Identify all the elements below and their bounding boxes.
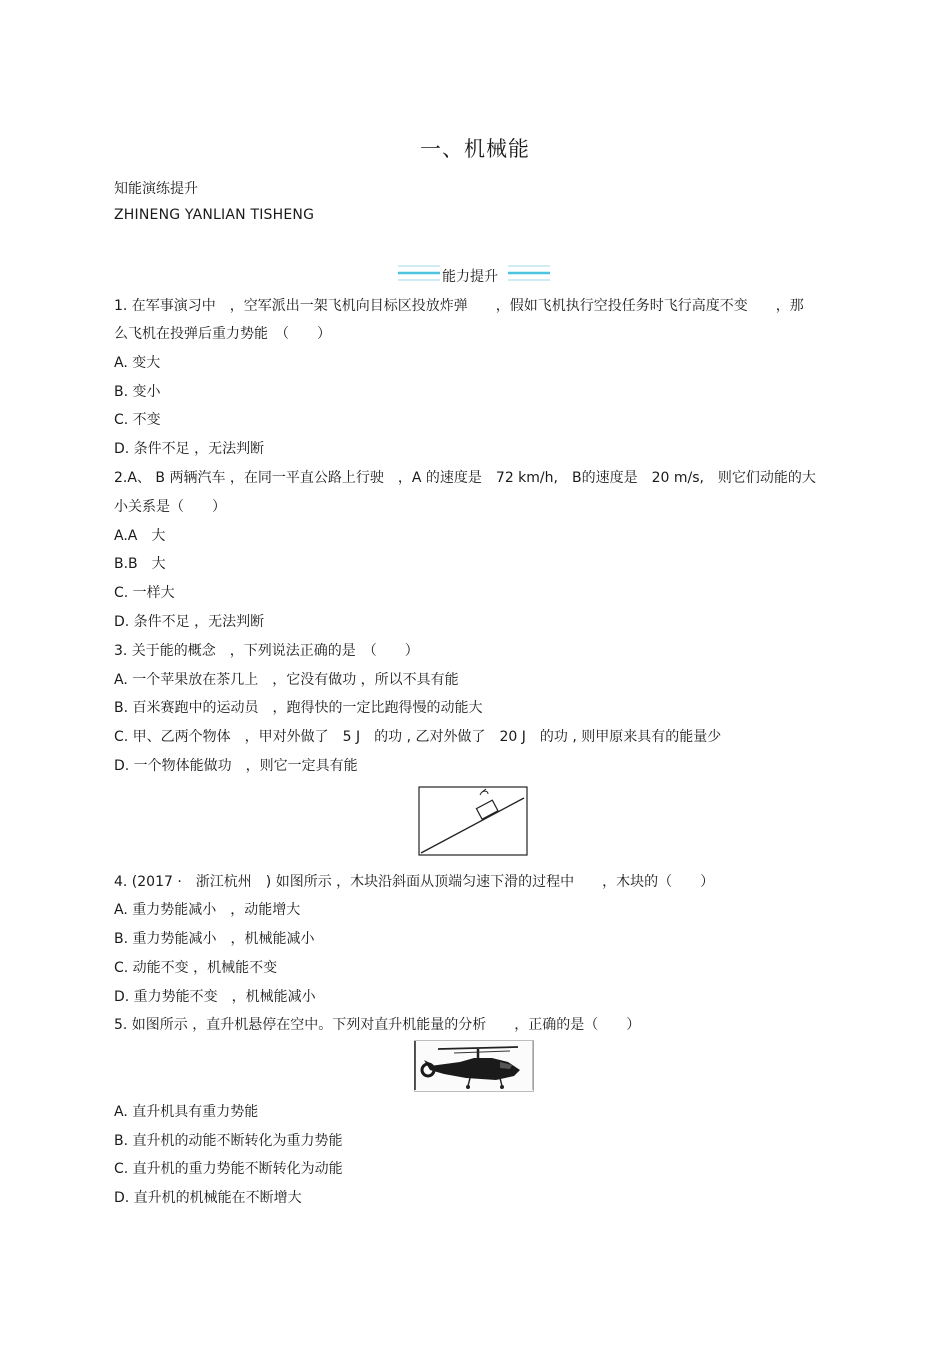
question-3-option-d: D. 一个物体能做功 ，则它一定具有能	[114, 758, 358, 774]
question-5-option-c: C. 直升机的重力势能不断转化为动能	[114, 1161, 343, 1177]
question-3-stem: 3. 关于能的概念 ，下列说法正确的是 （ ）	[114, 643, 419, 659]
section-title-pinyin: ZHINENG YANLIAN TISHENG	[114, 207, 315, 223]
question-1-stem-line2: 么飞机在投弹后重力势能 （ ）	[114, 326, 331, 342]
left-bracket-decoration	[396, 263, 442, 283]
question-1-stem-line1: 1. 在军事演习中 ，空军派出一架飞机向目标区投放炸弹 ，假如飞机执行空投任务时飞行高度不变 ，那	[114, 298, 804, 314]
question-4-option-a: A. 重力势能减小 ，动能增大	[114, 902, 301, 918]
question-4-option-b: B. 重力势能减小 ，机械能减小	[114, 931, 315, 947]
page-title: 一、机械能	[420, 137, 530, 161]
question-3-option-c: C. 甲、乙两个物体 ，甲对外做了 5 J 的功 , 乙对外做了 20 J 的功 , 则甲原来具有的能量少	[114, 729, 722, 745]
question-5-option-b: B. 直升机的动能不断转化为重力势能	[114, 1133, 343, 1149]
question-2-option-c: C. 一样大	[114, 585, 175, 601]
question-4-stem: 4. (2017 · 浙江杭州 ) 如图所示 ，木块沿斜面从顶端匀速下滑的过程中 ，木块的（ ）	[114, 874, 715, 890]
question-5-option-d: D. 直升机的机械能在不断增大	[114, 1190, 302, 1206]
question-1-option-c: C. 不变	[114, 412, 161, 428]
question-2-option-b: B.B 大	[114, 556, 166, 572]
question-1-option-b: B. 变小	[114, 384, 161, 400]
incline-figure	[418, 786, 528, 856]
subheading: 能力提升	[442, 269, 498, 285]
question-3-option-a: A. 一个苹果放在茶几上 ，它没有做功 ，所以不具有能	[114, 672, 459, 688]
question-5-stem: 5. 如图所示 ，直升机悬停在空中。下列对直升机能量的分析 ，正确的是（ ）	[114, 1017, 641, 1033]
section-title-cn: 知能演练提升	[114, 181, 198, 197]
question-2-stem-line2: 小关系是（ ）	[114, 499, 226, 515]
question-2-option-d: D. 条件不足 ，无法判断	[114, 614, 265, 630]
question-2-option-a: A.A 大	[114, 528, 166, 544]
question-1-option-d: D. 条件不足 ，无法判断	[114, 441, 265, 457]
question-3-option-b: B. 百米赛跑中的运动员 ，跑得快的一定比跑得慢的动能大	[114, 700, 483, 716]
question-4-option-c: C. 动能不变 ，机械能不变	[114, 960, 278, 976]
helicopter-figure	[414, 1040, 534, 1092]
question-5-option-a: A. 直升机具有重力势能	[114, 1104, 259, 1120]
question-2-stem-line1: 2.A、 B 两辆汽车 ，在同一平直公路上行驶 ，A 的速度是 72 km/h, B的速度是 20 m/s, 则它们动能的大	[114, 470, 816, 486]
right-bracket-decoration	[506, 263, 552, 283]
question-1-option-a: A. 变大	[114, 355, 161, 371]
question-4-option-d: D. 重力势能不变 ，机械能减小	[114, 989, 316, 1005]
